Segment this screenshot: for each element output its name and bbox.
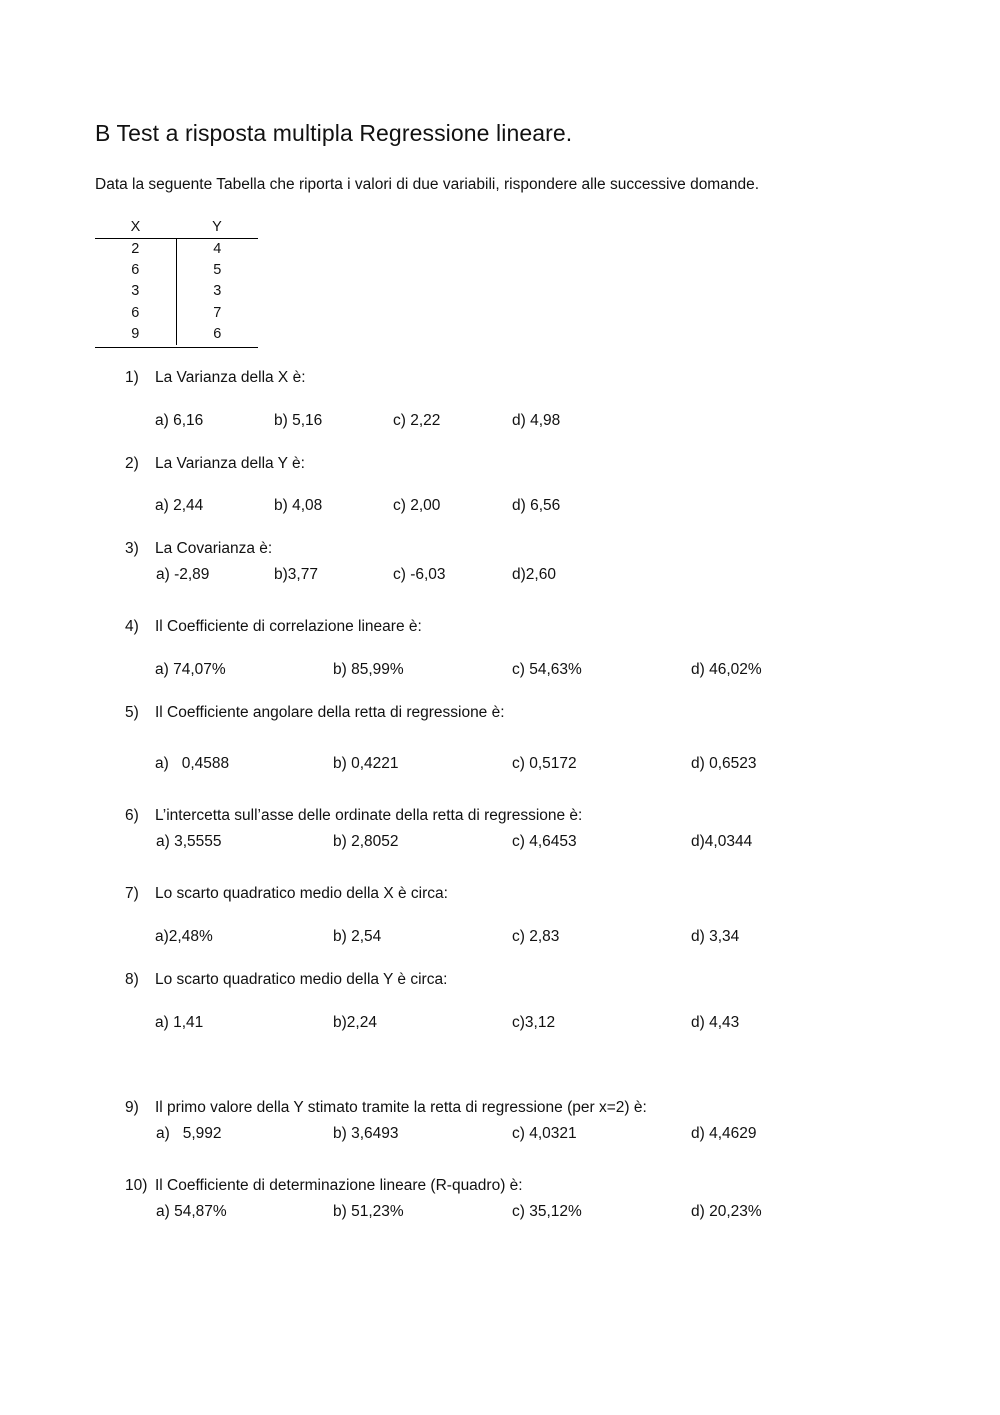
question-text: Lo scarto quadratico medio della X è circa: <box>155 885 448 902</box>
question-3 <box>125 540 272 558</box>
question-10-option-c[interactable]: c) 35,12% <box>512 1203 582 1220</box>
question-2-option-d[interactable]: d) 6,56 <box>512 497 561 514</box>
question-number: 4) <box>125 618 139 635</box>
table-row <box>95 260 258 281</box>
question-text: Il primo valore della Y stimato tramite la retta di regressione (per x=2) è: <box>155 1099 647 1116</box>
question-9-option-a[interactable]: a) 5,992 <box>156 1125 222 1142</box>
question-3-option-b[interactable]: b)3,77 <box>274 566 318 583</box>
question-number: 8) <box>125 971 139 988</box>
table-row <box>95 303 258 324</box>
question-3-option-c[interactable]: c) -6,03 <box>393 566 446 583</box>
question-1-option-b[interactable]: b) 5,16 <box>274 412 323 429</box>
question-text: Il Coefficiente angolare della retta di regressione è: <box>155 704 505 721</box>
question-6-option-b[interactable]: b) 2,8052 <box>333 833 399 850</box>
intro-text: Data la seguente Tabella che riporta i valori di due variabili, rispondere alle successive domande. <box>95 176 760 193</box>
table-body <box>95 239 258 348</box>
data-table <box>95 218 258 348</box>
question-10-option-d[interactable]: d) 20,23% <box>691 1203 762 1220</box>
cell-y: 4 <box>213 241 222 257</box>
question-7-option-a[interactable]: a)2,48% <box>155 928 213 945</box>
question-6 <box>125 807 582 825</box>
question-2-option-c[interactable]: c) 2,00 <box>393 497 441 514</box>
question-text: La Varianza della Y è: <box>155 455 305 472</box>
question-8-option-d[interactable]: d) 4,43 <box>691 1014 740 1031</box>
page-title: B Test a risposta multipla Regressione lineare. <box>95 120 573 146</box>
question-9-option-c[interactable]: c) 4,0321 <box>512 1125 577 1142</box>
question-1-option-a[interactable]: a) 6,16 <box>155 412 204 429</box>
question-2-option-a[interactable]: a) 2,44 <box>155 497 204 514</box>
question-number: 1) <box>125 369 139 386</box>
question-1 <box>125 369 306 387</box>
question-4 <box>125 618 422 636</box>
question-5-option-b[interactable]: b) 0,4221 <box>333 755 399 772</box>
cell-y: 6 <box>213 325 222 342</box>
header-y: Y <box>212 219 222 235</box>
cell-x: 3 <box>95 281 177 302</box>
question-text: L’intercetta sull’asse delle ordinate della retta di regressione è: <box>155 807 583 824</box>
table-row <box>95 324 258 345</box>
question-text: La Varianza della X è: <box>155 369 306 386</box>
table-header <box>95 218 258 239</box>
question-1-option-d[interactable]: d) 4,98 <box>512 412 561 429</box>
question-6-option-d[interactable]: d)4,0344 <box>691 833 753 850</box>
question-text: La Covarianza è: <box>155 540 273 557</box>
question-4-option-a[interactable]: a) 74,07% <box>155 661 226 678</box>
cell-x: 6 <box>95 260 177 281</box>
question-number: 5) <box>125 704 139 721</box>
question-2 <box>125 455 305 473</box>
cell-y: 3 <box>213 283 222 300</box>
question-8 <box>125 971 447 989</box>
question-10 <box>125 1177 523 1195</box>
cell-x: 6 <box>95 303 177 324</box>
question-number: 2) <box>125 455 139 472</box>
table-row <box>95 281 258 302</box>
cell-x: 9 <box>95 324 177 345</box>
question-9-option-d[interactable]: d) 4,4629 <box>691 1125 757 1142</box>
question-6-option-a[interactable]: a) 3,5555 <box>156 833 222 850</box>
question-8-option-b[interactable]: b)2,24 <box>333 1014 377 1031</box>
question-1-option-c[interactable]: c) 2,22 <box>393 412 441 429</box>
question-10-option-a[interactable]: a) 54,87% <box>156 1203 227 1220</box>
question-7-option-b[interactable]: b) 2,54 <box>333 928 382 945</box>
question-9 <box>125 1099 647 1117</box>
question-10-option-b[interactable]: b) 51,23% <box>333 1203 404 1220</box>
question-4-option-d[interactable]: d) 46,02% <box>691 661 762 678</box>
question-4-option-c[interactable]: c) 54,63% <box>512 661 582 678</box>
question-6-option-c[interactable]: c) 4,6453 <box>512 833 577 850</box>
question-number: 10) <box>125 1177 148 1194</box>
question-7-option-c[interactable]: c) 2,83 <box>512 928 560 945</box>
question-2-option-b[interactable]: b) 4,08 <box>274 497 323 514</box>
question-5-option-c[interactable]: c) 0,5172 <box>512 755 577 772</box>
question-3-option-a[interactable]: a) -2,89 <box>156 566 210 583</box>
question-5-option-d[interactable]: d) 0,6523 <box>691 755 757 772</box>
question-number: 9) <box>125 1099 139 1116</box>
question-text: Il Coefficiente di correlazione lineare è: <box>155 618 422 635</box>
question-text: Il Coefficiente di determinazione lineare (R-quadro) è: <box>155 1177 523 1194</box>
question-9-option-b[interactable]: b) 3,6493 <box>333 1125 399 1142</box>
cell-x: 2 <box>95 239 177 260</box>
question-number: 3) <box>125 540 139 557</box>
question-number: 7) <box>125 885 139 902</box>
question-7 <box>125 885 448 903</box>
cell-y: 5 <box>213 262 222 279</box>
question-7-option-d[interactable]: d) 3,34 <box>691 928 740 945</box>
table-row <box>95 239 258 260</box>
question-number: 6) <box>125 807 139 824</box>
question-3-option-d[interactable]: d)2,60 <box>512 566 556 583</box>
question-4-option-b[interactable]: b) 85,99% <box>333 661 404 678</box>
question-5-option-a[interactable]: a) 0,4588 <box>155 755 230 772</box>
question-text: Lo scarto quadratico medio della Y è circa: <box>155 971 448 988</box>
question-5 <box>125 704 505 722</box>
question-8-option-c[interactable]: c)3,12 <box>512 1014 556 1031</box>
header-x: X <box>130 219 141 235</box>
question-8-option-a[interactable]: a) 1,41 <box>155 1014 204 1031</box>
cell-y: 7 <box>213 304 222 321</box>
